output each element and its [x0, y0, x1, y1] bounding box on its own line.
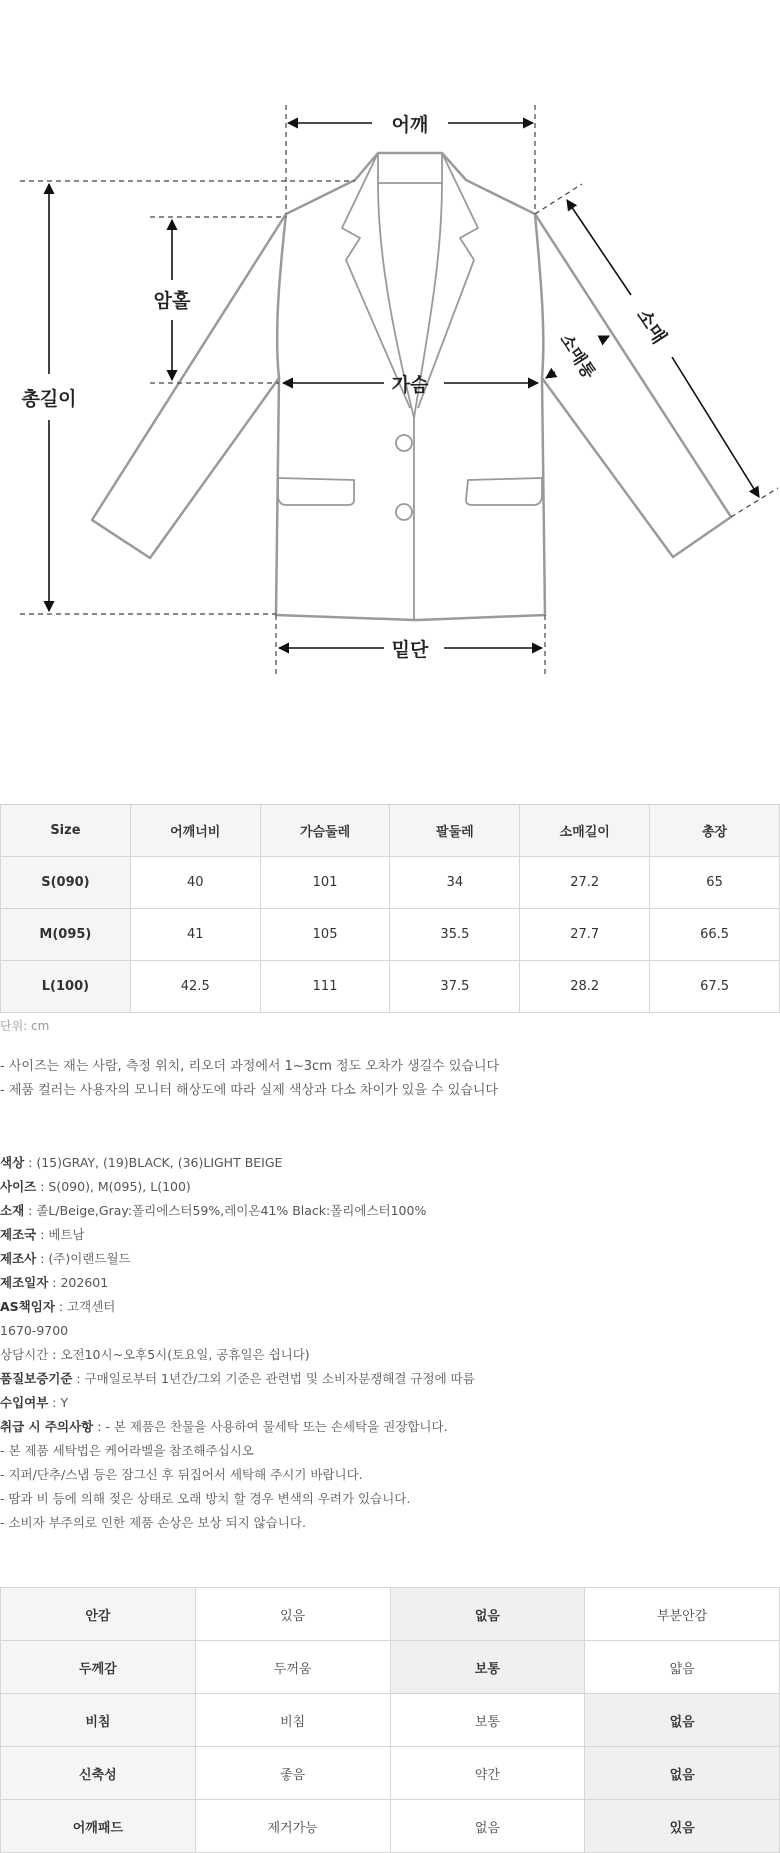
size-cell: 41 [130, 909, 260, 961]
jacket-measurement-diagram [0, 0, 780, 700]
size-cell: 65 [650, 857, 780, 909]
feature-label: 어깨패드 [1, 1800, 196, 1853]
feature-option: 없음 [585, 1694, 780, 1747]
info-key: 제조일자 [0, 1275, 49, 1290]
size-cell: 67.5 [650, 961, 780, 1013]
size-cell: L(100) [1, 961, 131, 1013]
care-line: - 지퍼/단추/스냅 등은 잠그신 후 뒤집어서 세탁해 주시기 바랍니다. [0, 1467, 363, 1482]
feature-option: 있음 [585, 1800, 780, 1853]
size-table-header [1, 805, 780, 857]
size-cell: 66.5 [650, 909, 780, 961]
feature-table [0, 1587, 780, 1853]
feature-row [1, 1800, 780, 1853]
info-date [0, 1271, 475, 1295]
info-key: 제조국 [0, 1227, 37, 1242]
info-value: : (주)이랜드월드 [36, 1251, 131, 1266]
info-value: : 졸L/Beige,Gray:폴리에스터59%,레이온41% Black:폴리에스터100% [24, 1203, 427, 1218]
sleeve-width-arrow-out [603, 336, 609, 339]
info-key: 제조사 [0, 1251, 37, 1266]
sleeve-width-arrow-in [546, 372, 555, 378]
feature-option: 얇음 [585, 1641, 780, 1694]
size-table [0, 804, 780, 1013]
size-header: 가슴둘레 [260, 805, 390, 857]
size-cell: 111 [260, 961, 390, 1013]
size-header: 소매길이 [520, 805, 650, 857]
feature-option: 보통 [390, 1641, 585, 1694]
feature-option: 제거가능 [195, 1800, 390, 1853]
feature-label: 비침 [1, 1694, 196, 1747]
feature-option: 비침 [195, 1694, 390, 1747]
info-value: : Y [48, 1395, 69, 1410]
table-row [1, 961, 780, 1013]
label-total-length: 총길이 [21, 388, 77, 410]
note-line: - 제품 컬러는 사용자의 모니터 해상도에 따라 실제 색상과 다소 차이가 있을 수 있습니다 [0, 1083, 498, 1098]
feature-option: 부분안감 [585, 1588, 780, 1641]
info-warranty [0, 1367, 475, 1391]
feature-label: 안감 [1, 1588, 196, 1641]
info-country [0, 1223, 475, 1247]
feature-row [1, 1588, 780, 1641]
size-header: 어깨너비 [130, 805, 260, 857]
info-value: : 베트남 [36, 1227, 85, 1242]
feature-row [1, 1641, 780, 1694]
size-header: Size [1, 805, 131, 857]
size-cell: 37.5 [390, 961, 520, 1013]
product-info [0, 1151, 475, 1535]
size-cell: 34 [390, 857, 520, 909]
info-value: : - 본 제품은 찬물을 사용하여 물세탁 또는 손세탁을 권장합니다. [93, 1419, 448, 1434]
feature-option: 없음 [390, 1588, 585, 1641]
sleeve-arrow-down [672, 357, 759, 497]
info-key: 취급 시 주의사항 [0, 1419, 94, 1434]
size-cell: 28.2 [520, 961, 650, 1013]
info-value: : S(090), M(095), L(100) [36, 1179, 191, 1194]
label-sleeve: 소매 [631, 305, 671, 348]
size-notes [0, 1055, 499, 1103]
label-sleeve-width: 소매통 [555, 330, 599, 383]
info-key: 수입여부 [0, 1395, 49, 1410]
info-material [0, 1199, 475, 1223]
feature-label: 두께감 [1, 1641, 196, 1694]
unit-label: 단위: cm [0, 1019, 50, 1033]
size-cell: 27.7 [520, 909, 650, 961]
info-key: AS책임자 [0, 1299, 55, 1314]
note-line: - 사이즈는 재는 사람, 측정 위치, 리오더 과정에서 1~3cm 정도 오차가 생길수 있습니다 [0, 1059, 500, 1074]
size-cell: 105 [260, 909, 390, 961]
info-value: : 202601 [48, 1275, 109, 1290]
label-chest: 가슴 [391, 374, 429, 396]
info-care [0, 1415, 475, 1439]
size-cell: 42.5 [130, 961, 260, 1013]
info-value: : (15)GRAY, (19)BLACK, (36)LIGHT BEIGE [24, 1155, 283, 1170]
info-as [0, 1295, 475, 1319]
size-cell: 35.5 [390, 909, 520, 961]
label-shoulder: 어깨 [391, 114, 429, 136]
table-row [1, 909, 780, 961]
feature-row [1, 1747, 780, 1800]
size-cell: 27.2 [520, 857, 650, 909]
care-line: - 본 제품 세탁법은 케어라벨을 참조해주십시오 [0, 1443, 254, 1458]
sleeve-arrow-up [567, 200, 631, 295]
feature-label: 신축성 [1, 1747, 196, 1800]
size-header: 팔둘레 [390, 805, 520, 857]
feature-option: 두꺼움 [195, 1641, 390, 1694]
label-armhole: 암홀 [153, 290, 191, 312]
table-row [1, 857, 780, 909]
feature-option: 있음 [195, 1588, 390, 1641]
care-line: - 소비자 부주의로 인한 제품 손상은 보상 되지 않습니다. [0, 1515, 306, 1530]
info-import [0, 1391, 475, 1415]
feature-option: 좋음 [195, 1747, 390, 1800]
info-key: 사이즈 [0, 1179, 37, 1194]
size-header: 총장 [650, 805, 780, 857]
size-cell: 40 [130, 857, 260, 909]
size-cell: S(090) [1, 857, 131, 909]
info-maker [0, 1247, 475, 1271]
size-cell: 101 [260, 857, 390, 909]
label-hem: 밑단 [391, 639, 429, 661]
info-phone: 1670-9700 [0, 1323, 69, 1338]
info-key: 품질보증기준 [0, 1371, 73, 1386]
feature-row [1, 1694, 780, 1747]
info-value: : 고객센터 [54, 1299, 116, 1314]
info-color [0, 1151, 475, 1175]
info-sizes [0, 1175, 475, 1199]
info-value: : 구매일로부터 1년간/그외 기준은 관련법 및 소비자분쟁해결 규정에 따름 [72, 1371, 475, 1386]
feature-option: 없음 [585, 1747, 780, 1800]
size-cell: M(095) [1, 909, 131, 961]
feature-option: 없음 [390, 1800, 585, 1853]
feature-option: 보통 [390, 1694, 585, 1747]
info-hours: 상담시간 : 오전10시~오후5시(토요일, 공휴일은 쉽니다) [0, 1347, 310, 1362]
care-line: - 땀과 비 등에 의해 젖은 상태로 오래 방치 할 경우 변색의 우려가 있습니다. [0, 1491, 411, 1506]
feature-option: 약간 [390, 1747, 585, 1800]
info-key: 색상 [0, 1155, 25, 1170]
info-key: 소재 [0, 1203, 25, 1218]
